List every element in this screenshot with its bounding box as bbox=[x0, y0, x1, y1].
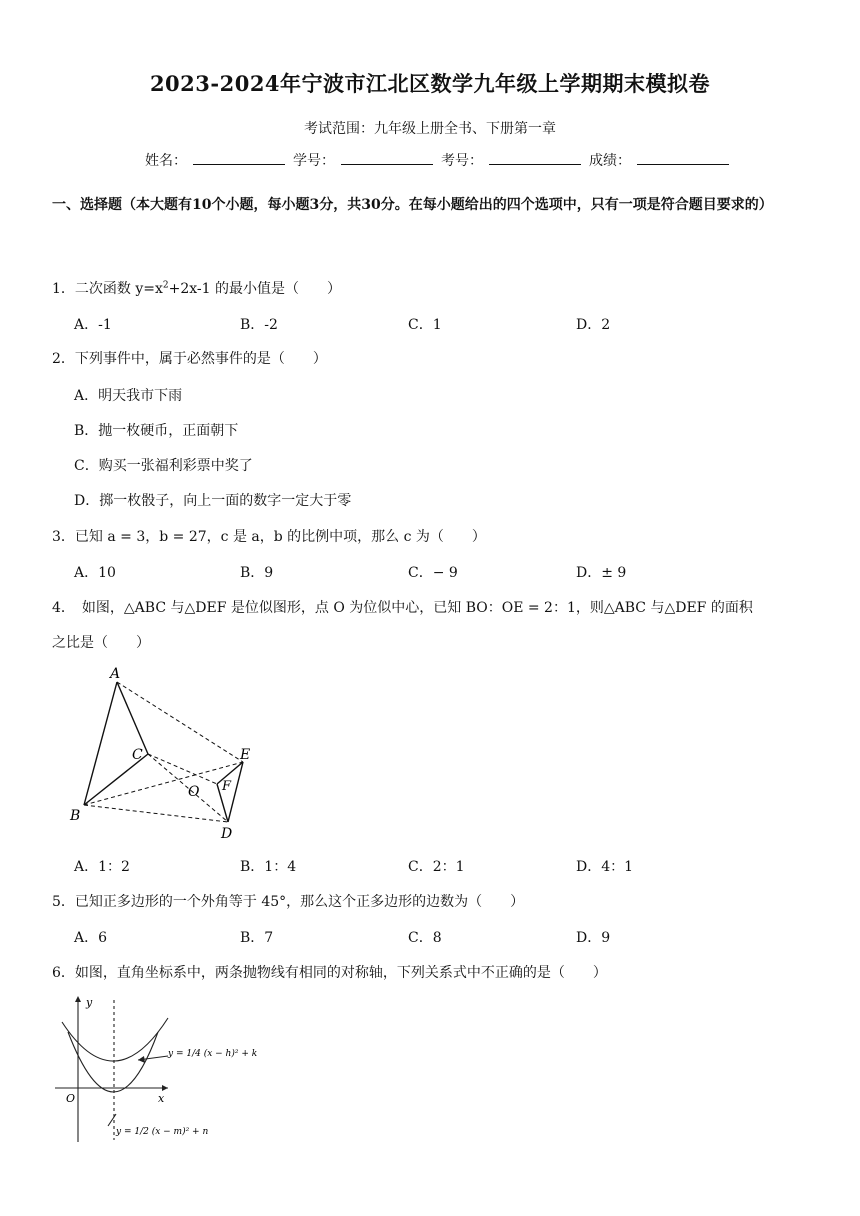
q1-option-d[interactable]: D．2 bbox=[576, 317, 611, 333]
x-axis-label: x bbox=[158, 1092, 165, 1105]
point-o-label: O bbox=[188, 784, 200, 800]
question-1-stem: 1．二次函数 $y=x^2+2x-1$ 的最小值是（ ） bbox=[52, 280, 342, 297]
q4-option-d[interactable]: D．4：1 bbox=[576, 859, 634, 875]
y-axis-label: y bbox=[86, 996, 93, 1009]
question-6-stem: 6．如图，直角坐标系中，两条抛物线有相同的对称轴，下列关系式中不正确的是（ ） bbox=[52, 965, 607, 981]
exam-number-label: 考号： bbox=[441, 153, 483, 169]
q2-option-c[interactable]: C．购买一张福利彩票中奖了 bbox=[74, 458, 253, 474]
q4-option-a[interactable]: A．1：2 bbox=[74, 859, 130, 875]
point-b-label: B bbox=[70, 808, 81, 824]
origin-label: O bbox=[66, 1092, 76, 1105]
q5-option-c[interactable]: C．8 bbox=[408, 930, 442, 946]
q2-option-d[interactable]: D．掷一枚骰子，向上一面的数字一定大于零 bbox=[74, 493, 352, 509]
name-blank[interactable] bbox=[193, 150, 285, 165]
question-5-stem: 5．已知正多边形的一个外角等于 45°，那么这个正多边形的边数为（ ） bbox=[52, 894, 525, 910]
q3-option-d[interactable]: D．± 9 bbox=[576, 565, 627, 581]
student-id-blank[interactable] bbox=[341, 150, 433, 165]
q2-option-b[interactable]: B．抛一枚硬币，正面朝下 bbox=[74, 423, 239, 439]
q2-option-a[interactable]: A．明天我市下雨 bbox=[74, 388, 183, 404]
question-2-stem: 2．下列事件中，属于必然事件的是（ ） bbox=[52, 351, 327, 367]
section-heading: 一、选择题（本大题有10个小题，每小题3分，共30分。在每小题给出的四个选项中，只有一项是符合题目要求的） bbox=[52, 197, 773, 213]
student-id-label: 学号： bbox=[293, 153, 335, 169]
homothety-figure bbox=[62, 662, 272, 844]
score-label: 成绩： bbox=[589, 153, 631, 169]
upper-parabola-equation: y = 1/4 (x − h)² + k bbox=[168, 1049, 258, 1059]
q5-option-d[interactable]: D．9 bbox=[576, 930, 611, 946]
point-e-label: E bbox=[240, 747, 251, 763]
point-a-label: A bbox=[110, 666, 121, 682]
score-blank[interactable] bbox=[637, 150, 729, 165]
point-d-label: D bbox=[221, 826, 233, 842]
student-info-line bbox=[145, 150, 731, 170]
lower-parabola-equation: y = 1/2 (x − m)² + n bbox=[116, 1127, 209, 1137]
q5-option-b[interactable]: B．7 bbox=[240, 930, 274, 946]
point-c-label: C bbox=[132, 747, 143, 763]
point-f-label: F bbox=[222, 779, 232, 794]
exam-scope: 考试范围：九年级上册全书、下册第一章 bbox=[304, 121, 556, 137]
q3-option-a[interactable]: A．10 bbox=[74, 565, 116, 581]
q1-option-b[interactable]: B．-2 bbox=[240, 317, 278, 333]
q4-option-b[interactable]: B．1：4 bbox=[240, 859, 297, 875]
question-4-stem-line1: 4． 如图，△ABC 与△DEF 是位似图形，点 O 为位似中心，已知 BO：OE = 2：1，则△ABC 与△DEF 的面积 bbox=[52, 600, 753, 616]
exam-number-blank[interactable] bbox=[489, 150, 581, 165]
q3-option-b[interactable]: B．9 bbox=[240, 565, 274, 581]
name-label: 姓名： bbox=[145, 153, 187, 169]
parabola-figure bbox=[50, 992, 260, 1147]
q1-option-c[interactable]: C．1 bbox=[408, 317, 442, 333]
question-4-stem-line2: 之比是（ ） bbox=[52, 635, 150, 651]
q1-option-a[interactable]: A．-1 bbox=[74, 317, 112, 333]
exam-title: 2023-2024年宁波市江北区数学九年级上学期期末模拟卷 bbox=[149, 71, 711, 96]
q3-option-c[interactable]: C．− 9 bbox=[408, 565, 458, 581]
question-3-stem: 3．已知 a = 3，b = 27，c 是 a，b 的比例中项，那么 c 为（ ） bbox=[52, 529, 486, 545]
q5-option-a[interactable]: A．6 bbox=[74, 930, 108, 946]
q4-option-c[interactable]: C．2：1 bbox=[408, 859, 465, 875]
